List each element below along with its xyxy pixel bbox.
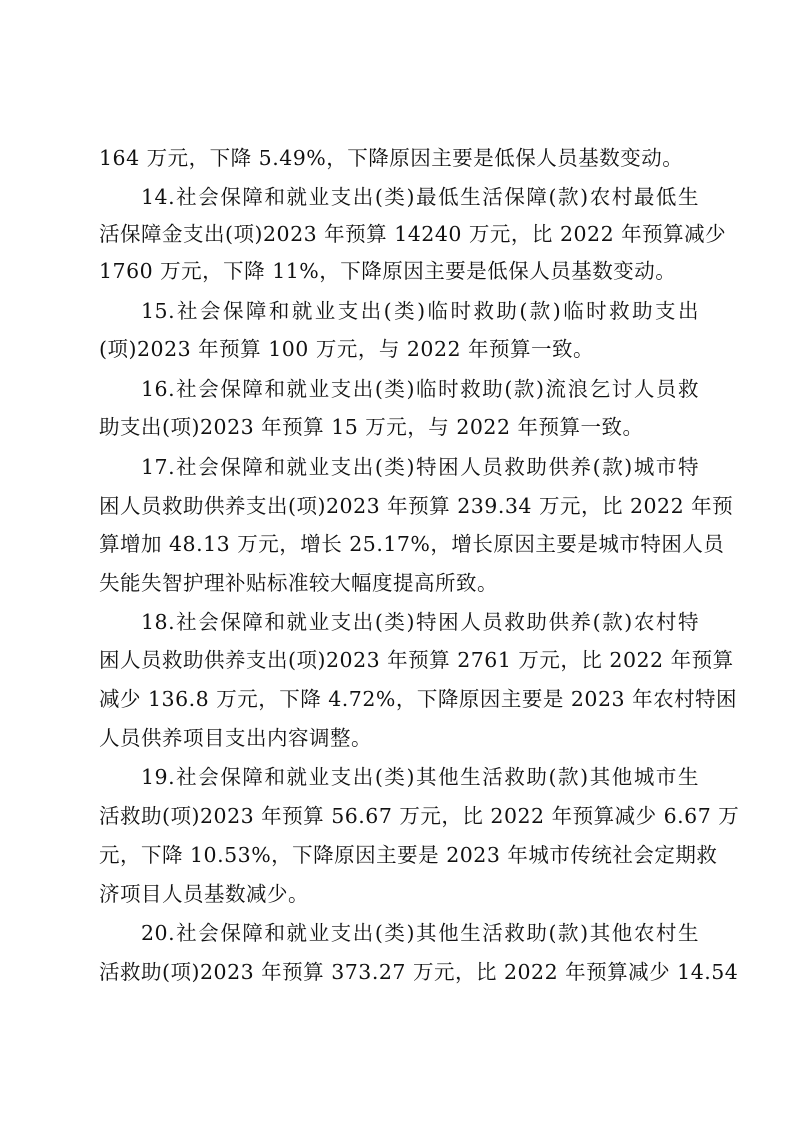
paragraph-18-line: 18.社会保障和就业支出(类)特困人员救助供养(款)农村特	[141, 610, 699, 634]
paragraph-17-line: 17.社会保障和就业支出(类)特困人员救助供养(款)城市特	[141, 455, 699, 479]
paragraph-15-line: 15.社会保障和就业支出(类)临时救助(款)临时救助支出	[141, 299, 699, 323]
text-line: 1760 万元，下降 11%，下降原因主要是低保人员基数变动。	[99, 259, 677, 283]
text-line: 164 万元，下降 5.49%，下降原因主要是低保人员基数变动。	[99, 146, 684, 170]
paragraph-20-line: 20.社会保障和就业支出(类)其他生活救助(款)其他农村生	[141, 921, 699, 945]
paragraph-14-line: 14.社会保障和就业支出(类)最低生活保障(款)农村最低生	[141, 185, 699, 209]
text-line: 助支出(项)2023 年预算 15 万元，与 2022 年预算一致。	[99, 415, 644, 439]
text-line: 活救助(项)2023 年预算 373.27 万元，比 2022 年预算减少 14.54	[99, 960, 739, 984]
text-line: 人员供养项目支出内容调整。	[99, 726, 372, 750]
paragraph-16-line: 16.社会保障和就业支出(类)临时救助(款)流浪乞讨人员救	[141, 377, 699, 401]
paragraph-19-line: 19.社会保障和就业支出(类)其他生活救助(款)其他城市生	[141, 765, 699, 789]
text-line: 算增加 48.13 万元，增长 25.17%，增长原因主要是城市特困人员	[99, 532, 725, 556]
text-line: 困人员救助供养支出(项)2023 年预算 239.34 万元，比 2022 年预	[99, 494, 734, 518]
text-line: 困人员救助供养支出(项)2023 年预算 2761 万元，比 2022 年预算	[99, 648, 734, 672]
text-line: 活保障金支出(项)2023 年预算 14240 万元，比 2022 年预算减少	[99, 222, 727, 246]
text-line: 减少 136.8 万元，下降 4.72%，下降原因主要是 2023 年农村特困	[99, 687, 738, 711]
text-line: 活救助(项)2023 年预算 56.67 万元，比 2022 年预算减少 6.67 万	[99, 804, 740, 828]
text-line: 元，下降 10.53%，下降原因主要是 2023 年城市传统社会定期救	[99, 843, 718, 867]
text-line: 失能失智护理补贴标准较大幅度提高所致。	[99, 571, 498, 595]
text-line: 济项目人员基数减少。	[99, 882, 309, 906]
text-line: (项)2023 年预算 100 万元，与 2022 年预算一致。	[99, 337, 595, 361]
